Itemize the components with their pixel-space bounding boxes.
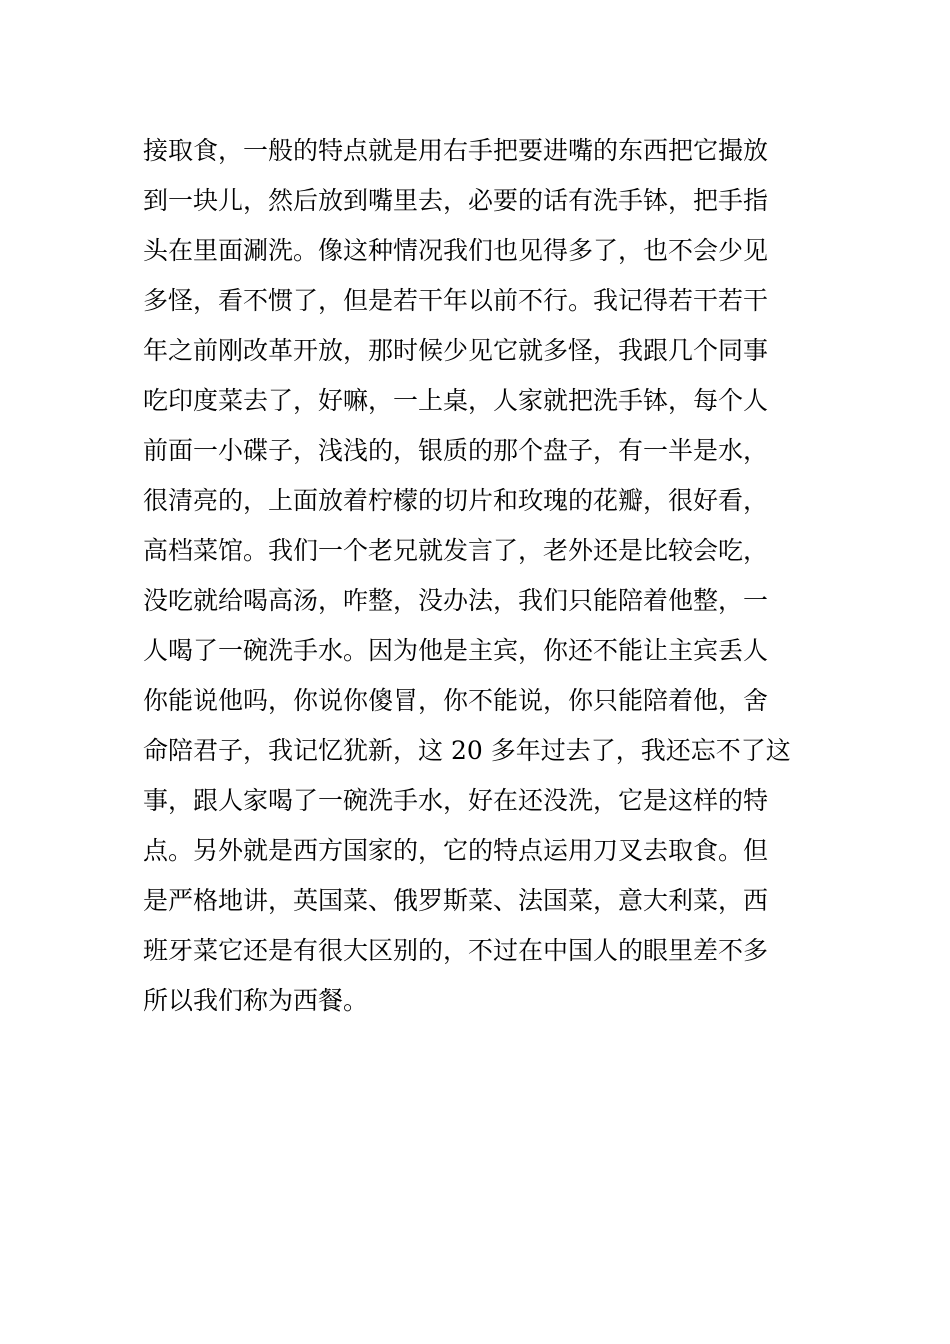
text-line: 没吃就给喝高汤，咋整，没办法，我们只能陪着他整，一 — [143, 586, 769, 615]
body-text — [143, 126, 823, 1026]
text-line: 接取食，一般的特点就是用右手把要进嘴的东西把它撮放 — [143, 136, 769, 165]
text-line: 点。另外就是西方国家的，它的特点运用刀叉去取食。但 — [143, 836, 769, 865]
text-line: 事，跟人家喝了一碗洗手水，好在还没洗，它是这样的特 — [143, 786, 769, 815]
text-line: 命陪君子，我记忆犹新，这 20 多年过去了，我还忘不了这 — [143, 736, 791, 765]
text-line: 多怪，看不惯了，但是若干年以前不行。我记得若干若干 — [143, 286, 769, 315]
text-line: 头在里面涮洗。像这种情况我们也见得多了，也不会少见 — [143, 236, 769, 265]
text-line: 是严格地讲，英国菜、俄罗斯菜、法国菜，意大利菜，西 — [143, 886, 769, 915]
text-line: 人喝了一碗洗手水。因为他是主宾，你还不能让主宾丢人 — [143, 636, 769, 665]
text-line: 很清亮的，上面放着柠檬的切片和玫瑰的花瓣，很好看， — [143, 486, 769, 515]
text-line: 所以我们称为西餐。 — [143, 986, 369, 1015]
text-line: 高档菜馆。我们一个老兄就发言了，老外还是比较会吃， — [143, 536, 769, 565]
text-line: 到一块儿，然后放到嘴里去，必要的话有洗手钵，把手指 — [143, 186, 769, 215]
text-line: 你能说他吗，你说你傻冒，你不能说，你只能陪着他，舍 — [143, 686, 769, 715]
text-line: 班牙菜它还是有很大区别的，不过在中国人的眼里差不多 — [143, 936, 769, 965]
text-line: 吃印度菜去了，好嘛，一上桌，人家就把洗手钵，每个人 — [143, 386, 769, 415]
text-line: 年之前刚改革开放，那时候少见它就多怪，我跟几个同事 — [143, 336, 769, 365]
text-line: 前面一小碟子，浅浅的，银质的那个盘子，有一半是水， — [143, 436, 769, 465]
